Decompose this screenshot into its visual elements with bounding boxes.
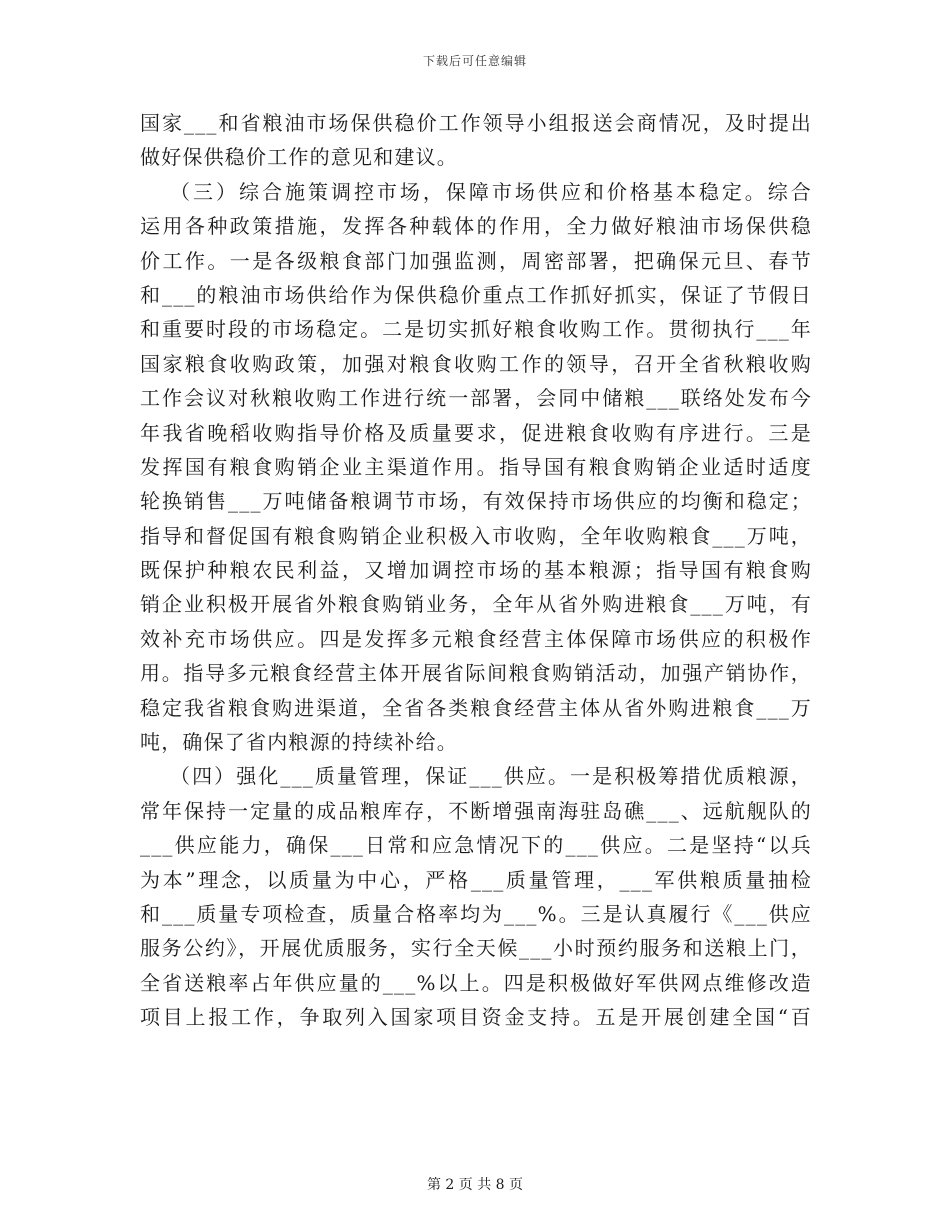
text-line: 销企业积极开展省外粮食购销业务，全年从省外购进粮食___万吨，有 — [140, 592, 812, 617]
text-line: 和___的粮油市场供给作为保供稳价重点工作抓好抓实，保证了节假日 — [140, 282, 812, 307]
text-line: ___供应能力，确保___日常和应急情况下的___供应。二是坚持“以兵 — [140, 833, 812, 858]
paragraph — [140, 175, 812, 760]
text-line: 工作会议对秋粮收购工作进行统一部署，会同中储粮___联络处发布今 — [140, 386, 812, 411]
text-line: （四）强化___质量管理，保证___供应。一是积极筹措优质粮源， — [170, 764, 812, 789]
text-line: 效补充市场供应。四是发挥多元粮食经营主体保障市场供应的积极作 — [140, 626, 812, 651]
text-line: 指导和督促国有粮食购销企业积极入市收购，全年收购粮食___万吨， — [140, 523, 812, 548]
text-line: 服务公约》，开展优质服务，实行全天候___小时预约服务和送粮上门， — [140, 936, 812, 961]
text-line: 轮换销售___万吨储备粮调节市场，有效保持市场供应的均衡和稳定； — [140, 489, 812, 514]
text-line: 做好保供稳价工作的意见和建议。 — [140, 145, 458, 170]
text-line: 和重要时段的市场稳定。二是切实抓好粮食收购工作。贯彻执行___年 — [140, 317, 812, 342]
text-line: 稳定我省粮食购进渠道，全省各类粮食经营主体从省外购进粮食___万 — [140, 695, 812, 720]
text-line: 既保护种粮农民利益，又增加调控市场的基本粮源；指导国有粮食购 — [140, 558, 812, 583]
page-header-note: 下载后可任意编辑 — [422, 54, 527, 68]
text-line: 价工作。一是各级粮食部门加强监测，周密部署，把确保元旦、春节 — [140, 248, 812, 273]
text-line: 全省送粮率占年供应量的___%以上。四是积极做好军供网点维修改造 — [140, 970, 812, 995]
text-line: 年我省晚稻收购指导价格及质量要求，促进粮食收购有序进行。三是 — [140, 420, 812, 445]
text-line: 运用各种政策措施，发挥各种载体的作用，全力做好粮油市场保供稳 — [140, 214, 812, 239]
page-number: 第 2 页 共 8 页 — [426, 1177, 524, 1193]
text-line: 为本”理念，以质量为中心，严格___质量管理，___军供粮质量抽检 — [140, 867, 812, 892]
text-line: 和___质量专项检查，质量合格率均为___%。三是认真履行《___供应 — [140, 901, 812, 926]
text-line: 发挥国有粮食购销企业主渠道作用。指导国有粮食购销企业适时适度 — [140, 454, 812, 479]
document-body — [140, 106, 812, 1035]
text-line: 项目上报工作，争取列入国家项目资金支持。五是开展创建全国“百 — [140, 1005, 812, 1030]
text-line: 国家粮食收购政策，加强对粮食收购工作的领导，召开全省秋粮收购 — [140, 351, 812, 376]
paragraph — [140, 759, 812, 1034]
text-line: （三）综合施策调控市场，保障市场供应和价格基本稳定。综合 — [170, 179, 812, 204]
text-line: 用。指导多元粮食经营主体开展省际间粮食购销活动，加强产销协作， — [140, 661, 812, 686]
paragraph — [140, 106, 812, 175]
text-line: 常年保持一定量的成品粮库存，不断增强南海驻岛礁___、远航舰队的 — [140, 798, 812, 823]
text-line: 吨，确保了省内粮源的持续补给。 — [140, 730, 458, 755]
text-line: 国家___和省粮油市场保供稳价工作领导小组报送会商情况，及时提出 — [140, 111, 812, 135]
